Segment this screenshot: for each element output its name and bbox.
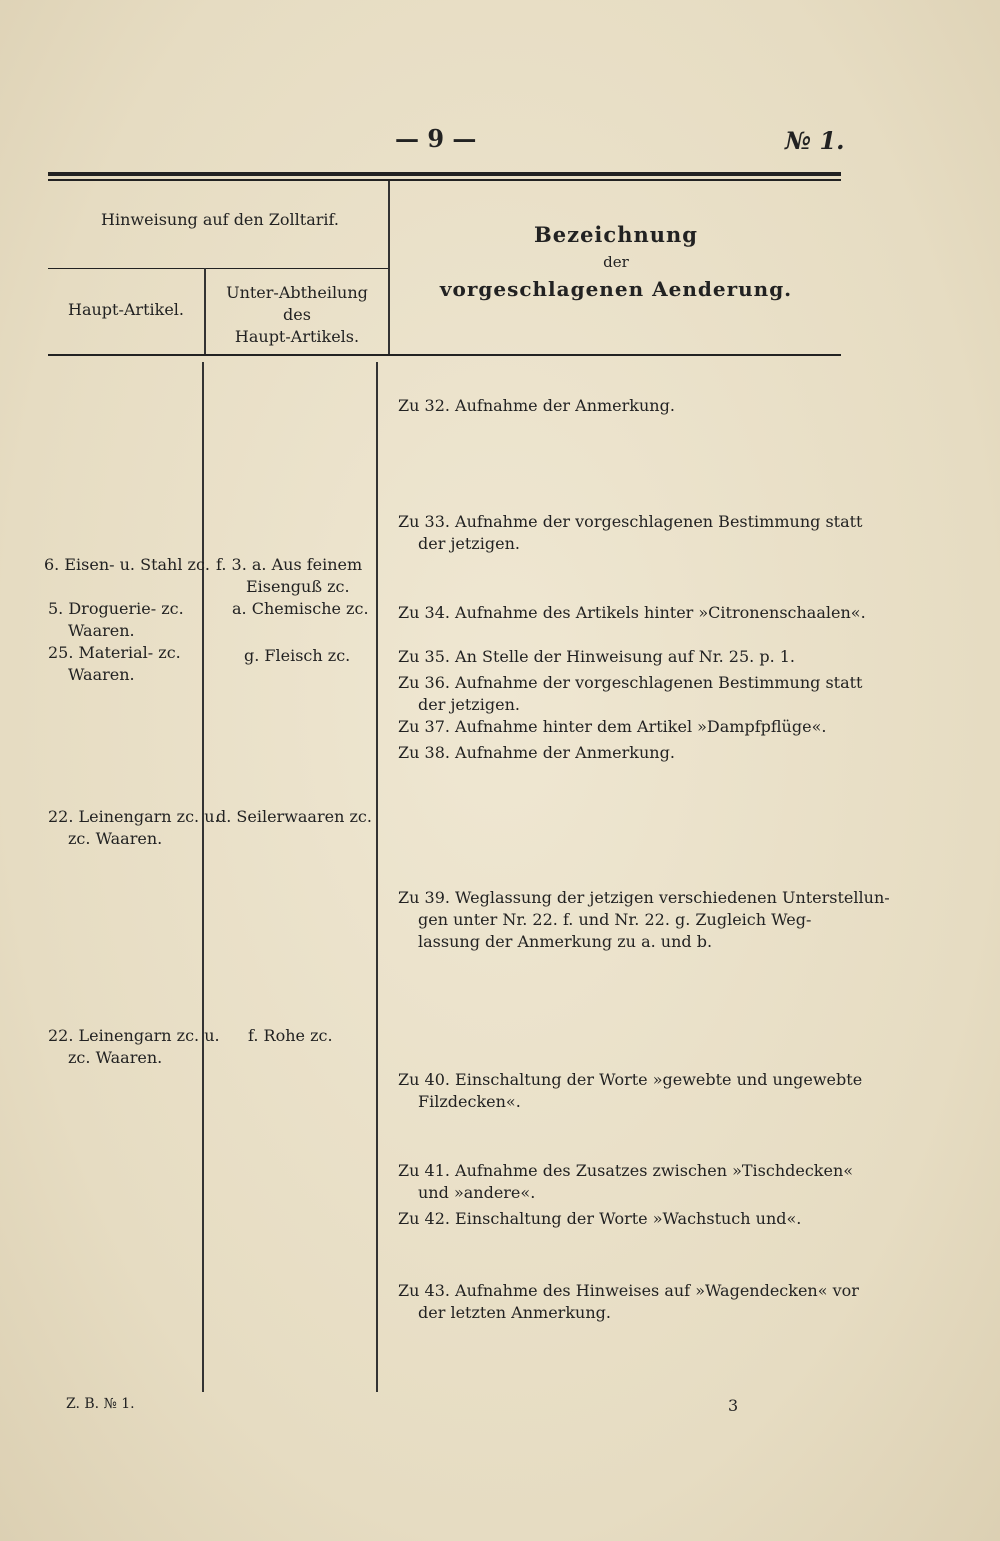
change-entry (398, 646, 795, 668)
change-line: Zu 40. Einschaltung der Worte »gewebte und ungewebte (398, 1070, 863, 1089)
change-entry (398, 672, 862, 716)
col-desc-header-line: der (603, 253, 629, 271)
change-line: Zu 39. Weglassung der jetzigen verschiedenen Unterstellun- (398, 888, 890, 907)
main-article (44, 554, 210, 576)
change-line: der letzten Anmerkung. (418, 1303, 611, 1322)
sub-division (232, 598, 369, 620)
col-desc-header-title: Bezeichnung (534, 222, 698, 247)
change-line: Zu 37. Aufnahme hinter dem Artikel »Dampfpflüge«. (398, 717, 827, 736)
change-line: und »andere«. (418, 1183, 536, 1202)
group-title: Hinweisung auf den Zolltarif. (101, 210, 339, 229)
change-line: Zu 41. Aufnahme des Zusatzes zwischen »Tischdecken« (398, 1161, 854, 1180)
footer-page-number: 3 (728, 1396, 739, 1415)
change-line: Zu 32. Aufnahme der Anmerkung. (398, 396, 675, 415)
change-line: Zu 36. Aufnahme der vorgeschlagenen Bestimmung statt (398, 673, 863, 692)
change-line: der jetzigen. (418, 695, 520, 714)
change-entry (398, 887, 890, 953)
col-sub-header-line: Haupt-Artikels. (234, 327, 360, 346)
sub-division (216, 806, 372, 828)
sub-division-line: d. Seilerwaaren zc. (216, 807, 372, 826)
sheet-label: № 1. (785, 126, 845, 155)
main-article-line: 5. Droguerie- zc. (48, 599, 184, 618)
main-article-line: 25. Material- zc. (48, 643, 181, 662)
change-line: Zu 38. Aufnahme der Anmerkung. (398, 743, 675, 762)
main-article-line: 22. Leinengarn zc. u. (48, 807, 220, 826)
footer-left: Z. B. № 1. (66, 1396, 135, 1412)
main-article (48, 1025, 220, 1069)
col-sub-header-line: des (283, 305, 311, 324)
change-entry (398, 1208, 801, 1230)
main-article-line: Waaren. (68, 621, 135, 640)
change-entry (398, 1069, 862, 1113)
change-line: der jetzigen. (418, 534, 520, 553)
change-entry (398, 1160, 853, 1204)
change-line: Zu 42. Einschaltung der Worte »Wachstuch und«. (398, 1209, 802, 1228)
sub-division-line: Eisenguß zc. (246, 577, 350, 596)
change-line: gen unter Nr. 22. f. und Nr. 22. g. Zugleich Weg- (418, 910, 812, 929)
col-sub-header-line: Unter-Abtheilung (226, 283, 368, 302)
divider-body-2 (376, 362, 378, 1392)
main-article-line: zc. Waaren. (68, 1048, 163, 1067)
sub-division-line: f. Rohe zc. (248, 1026, 333, 1045)
change-line: Zu 35. An Stelle der Hinweisung auf Nr. 25. p. 1. (398, 647, 796, 666)
main-article-line: 22. Leinengarn zc. u. (48, 1026, 220, 1045)
main-article (48, 806, 220, 850)
change-line: Zu 34. Aufnahme des Artikels hinter »Citronenschaalen«. (398, 603, 866, 622)
main-article (48, 598, 184, 642)
divider-header-1 (204, 268, 206, 354)
sub-division-line: a. Chemische zc. (232, 599, 369, 618)
sub-division (244, 645, 350, 667)
col-sub-header (206, 282, 388, 348)
change-entry (398, 1280, 859, 1324)
main-article-line: zc. Waaren. (68, 829, 163, 848)
col-desc-header (392, 222, 840, 301)
sub-division (216, 554, 362, 598)
header-rule-top (48, 172, 841, 176)
change-entry (398, 716, 826, 738)
main-article-line: 6. Eisen- u. Stahl zc. (44, 555, 211, 574)
header-separator (48, 354, 841, 356)
col-desc-header-subtitle: vorgeschlagenen Aenderung. (439, 277, 793, 301)
sub-division (248, 1025, 333, 1047)
divider-body-1 (202, 362, 204, 1392)
main-article (48, 642, 181, 686)
change-entry (398, 742, 675, 764)
change-line: lassung der Anmerkung zu a. und b. (418, 932, 713, 951)
change-line: Zu 33. Aufnahme der vorgeschlagenen Bestimmung statt (398, 512, 863, 531)
change-entry (398, 395, 675, 417)
change-entry (398, 511, 862, 555)
divider-header-2 (388, 181, 390, 354)
main-article-line: Waaren. (68, 665, 135, 684)
col-main-header: Haupt-Artikel. (68, 300, 184, 319)
change-line: Zu 43. Aufnahme des Hinweises auf »Wagendecken« vor (398, 1281, 859, 1300)
header-rule-bottom (48, 179, 841, 181)
change-line: Filzdecken«. (418, 1092, 521, 1111)
page-number: — 9 — (395, 124, 477, 153)
change-entry (398, 602, 866, 624)
sub-division-line: f. 3. a. Aus feinem (216, 555, 363, 574)
group-rule (48, 268, 390, 269)
sub-division-line: g. Fleisch zc. (244, 646, 351, 665)
